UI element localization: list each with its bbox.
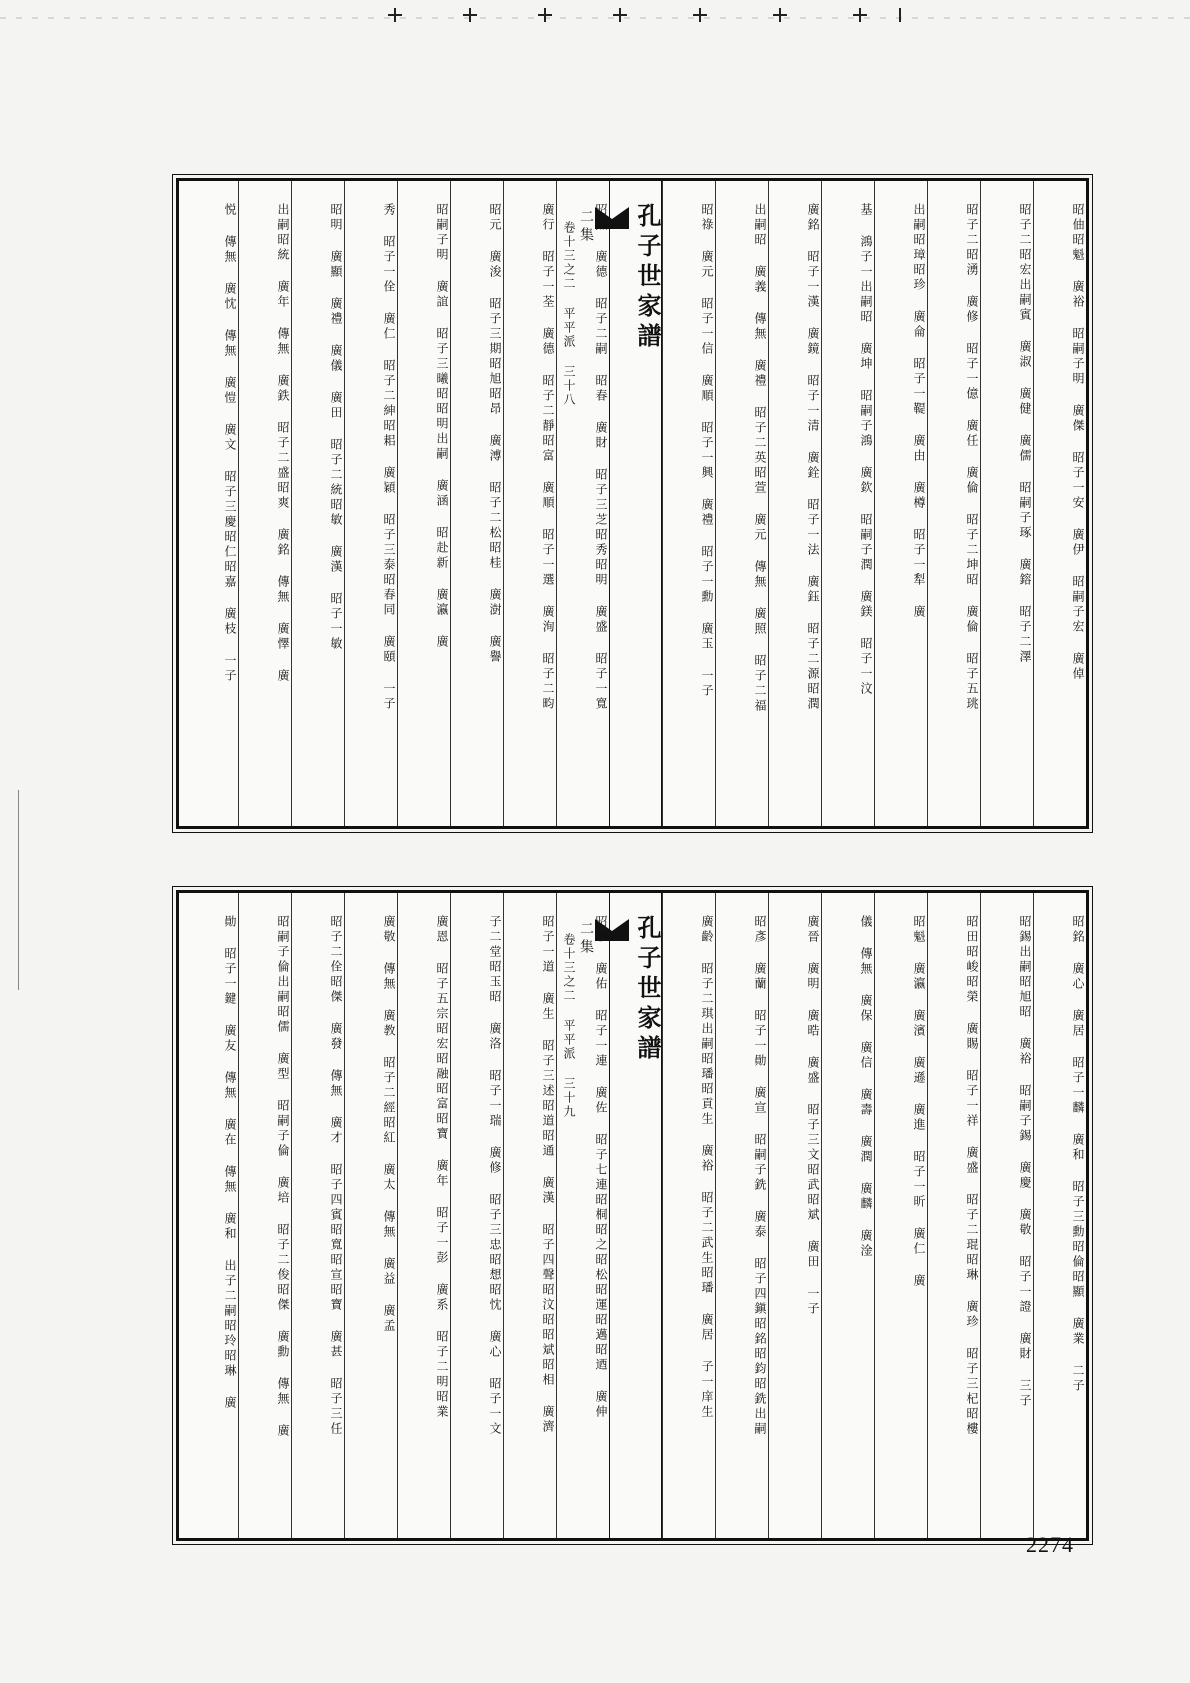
entry-column: 基 鴻子一出嗣昭 廣坤 昭嗣子鴻 廣欽 昭嗣子潤 廣鎂 昭子一汶 xyxy=(821,181,874,826)
entry-column: 昭嗣子倫出嗣昭儒 廣型 昭嗣子倫 廣培 昭子二俊昭傑 廣勳 傳無 廣 xyxy=(238,893,291,1538)
entry-column: 昭烈 廣德 昭子二嗣 昭春 廣財 昭子三芝昭秀昭明 廣盛 昭子一寬 xyxy=(556,181,609,826)
entry-column: 秀 昭子一佺 廣仁 昭子二紳昭耜 廣穎 昭子三泰昭春同 廣頤 一子 xyxy=(344,181,397,826)
entry-column: 廣行 昭子一荃 廣德 昭子二靜昭富 廣順 昭子一選 廣洵 昭子二畇 xyxy=(503,181,556,826)
entry-column: 昭子二昭宏出嗣賓 廣淑 廣健 廣儒 昭嗣子琢 廣鎔 昭子二澤 xyxy=(980,181,1033,826)
header-tick-marks xyxy=(0,0,1190,24)
entry-column: 昭子二佺昭傑 廣發 傳無 廣才 昭子四賓昭寬昭宣昭寶 廣甚 昭子三任 xyxy=(291,893,344,1538)
entry-column: 昭銘 廣心 廣居 昭子一麟 廣和 昭子三勳昭倫昭顯 廣業 二子 xyxy=(1033,893,1086,1538)
column-strip xyxy=(179,893,1086,1538)
entry-column: 廣敬 傳無 廣教 昭子二經昭紅 廣太 傳無 廣益 廣孟 xyxy=(344,893,397,1538)
genealogy-page-lower xyxy=(176,890,1089,1541)
entry-column: 昭元 廣浚 昭子三期昭旭昭昂 廣溥 昭子二松昭桂 廣澍 廣譽 xyxy=(450,181,503,826)
entry-column: 昭珍 廣佑 昭子一連 廣佐 昭子七連昭桐昭之昭松昭運昭邁昭迺 廣伸 xyxy=(556,893,609,1538)
genealogy-page-upper xyxy=(176,178,1089,829)
entry-column: 昭嗣子明 廣誼 昭子三曦昭昭明出嗣 廣涵 昭赴新 廣瀛 廣 xyxy=(397,181,450,826)
volume-label: 二集 xyxy=(578,921,594,957)
top-edge-marks xyxy=(0,0,1190,24)
entry-column: 勛 昭子一鍵 廣友 傳無 廣在 傳無 廣和 出子二嗣昭玲昭琳 廣 xyxy=(223,915,237,1411)
entry-column: 出嗣昭統 廣年 傳無 廣鉄 昭子二盛昭爽 廣銘 傳無 廣懌 廣 xyxy=(238,181,291,826)
entry-column: 昭祿 廣元 昭子一信 廣順 昭子一興 廣禮 昭子一勳 廣玉 一子 xyxy=(662,181,715,826)
entry-column: 昭子二昭湧 廣修 昭子一億 廣任 廣倫 昭子二坤昭 廣倫 昭子五珧 xyxy=(927,181,980,826)
entry-column: 廣齡 昭子二琪出嗣昭璠昭貢生 廣裕 昭子二武生昭璠 廣居 子一庠生 xyxy=(662,893,715,1538)
entry-column: 昭彥 廣蘭 昭子一勛 廣宣 昭嗣子銑 廣泰 昭子四鎭昭銘昭鈞昭銑出嗣 xyxy=(715,893,768,1538)
entry-column: 出嗣昭璋昭珍 廣侖 昭子一鞮 廣由 廣樽 昭子一犁 廣 xyxy=(874,181,927,826)
entry-column: 廣恩 昭子五宗昭宏昭融昭富昭寶 廣年 昭子一彭 廣系 昭子二明昭業 xyxy=(397,893,450,1538)
chapter-info: 卷十三之二 平平派 三十九 xyxy=(562,933,576,1119)
entry-column: 廣晉 廣明 廣晧 廣盛 昭子三文昭武昭斌 廣田 一子 xyxy=(768,893,821,1538)
entry-column: 昭錫出嗣昭旭昭 廣裕 昭嗣子錫 廣慶 廣敬 昭子一證 廣財 三子 xyxy=(980,893,1033,1538)
entry-column: 昭魁 廣瀛 廣濱 廣遜 廣進 昭子一昕 廣仁 廣 xyxy=(874,893,927,1538)
book-title: 孔子世家譜 xyxy=(633,203,662,353)
entry-column: 昭伷昭魁 廣裕 昭嗣子明 廣傑 昭子一安 廣伊 昭嗣子宏 廣倬 xyxy=(1033,181,1086,826)
book-title: 孔子世家譜 xyxy=(633,915,662,1065)
entry-column: 子二堂昭玉昭 廣洛 昭子一瑞 廣修 昭子三忠昭想昭忱 廣心 昭子一文 xyxy=(450,893,503,1538)
chapter-info: 卷十三之二 平平派 三十八 xyxy=(562,221,576,407)
volume-label: 二集 xyxy=(578,209,594,245)
page-number: 2274 xyxy=(1026,1532,1074,1557)
entry-column: 廣銘 昭子一漢 廣鏡 昭子一清 廣銓 昭子一法 廣鈺 昭子二源昭潤 xyxy=(768,181,821,826)
entry-column: 昭子一道 廣生 昭子三述昭道昭通 廣漢 昭子四聲昭汶昭昭斌昭相 廣濟 xyxy=(503,893,556,1538)
entry-column: 昭明 廣顯 廣禮 廣儀 廣田 昭子二統昭敏 廣漢 昭子一敏 xyxy=(291,181,344,826)
entry-column: 悦 傳無 廣忱 傳無 廣愷 廣文 昭子三慶昭仁昭嘉 廣枝 一子 xyxy=(223,203,237,684)
column-strip xyxy=(179,181,1086,826)
entry-column: 昭田昭峻昭榮 廣賜 昭子一祥 廣盛 昭子二琨昭琳 廣珍 昭子三杞昭樓 xyxy=(927,893,980,1538)
entry-column: 儀 傳無 廣保 廣信 廣壽 廣潤 廣麟 廣淦 xyxy=(821,893,874,1538)
entry-column: 出嗣昭 廣義 傳無 廣禮 昭子二英昭萱 廣元 傳無 廣照 昭子二福 xyxy=(715,181,768,826)
margin-line xyxy=(18,790,19,990)
